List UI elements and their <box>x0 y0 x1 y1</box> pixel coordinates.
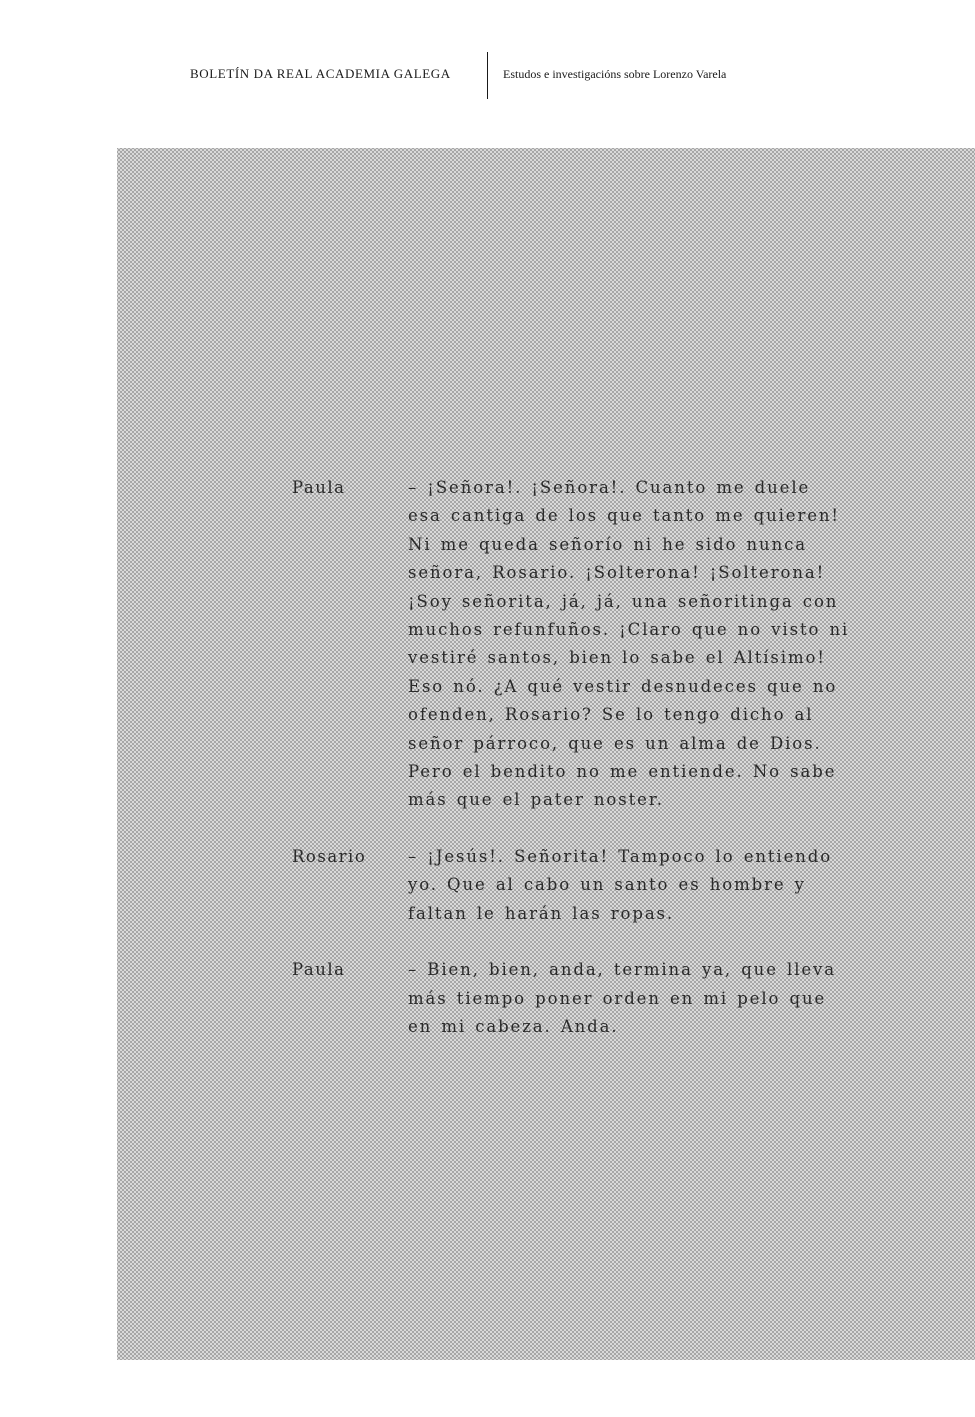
speech-line: ofenden, Rosario? Se lo tengo dicho al <box>408 705 814 725</box>
speech-line: en mi cabeza. Anda. <box>408 1016 619 1036</box>
speech-line: esa cantiga de los que tanto me quieren! <box>408 506 840 526</box>
speech-line: – ¡Jesús!. Señorita! Tampoco lo entiendo <box>408 846 833 866</box>
speech-text <box>408 474 852 815</box>
speech-line: – ¡Señora!. ¡Señora!. Cuanto me duele <box>408 478 811 497</box>
speaker-name: Paula <box>292 478 346 497</box>
speech-rosario-1 <box>292 843 852 928</box>
speech-line: vestiré santos, bien lo sabe el Altísimo! <box>408 648 826 668</box>
speech-line: – Bien, bien, anda, termina ya, que lleva <box>408 960 836 980</box>
speech-paula-1 <box>292 474 852 815</box>
header-divider <box>487 52 488 99</box>
speech-line: más tiempo poner orden en mi pelo que <box>408 988 827 1008</box>
speaker-name: Rosario <box>292 846 367 866</box>
speech-line: muchos refunfuños. ¡Claro que no visto ni <box>408 620 850 640</box>
section-title: Estudos e investigacións sobre Lorenzo Varela <box>503 67 727 81</box>
journal-title: BOLETÍN DA REAL ACADEMIA GALEGA <box>190 66 451 81</box>
running-header <box>0 52 975 100</box>
speech-paula-2 <box>292 956 852 1041</box>
speech-line: más que el pater noster. <box>408 790 664 810</box>
speech-line: yo. Que al cabo un santo es hombre y <box>408 875 806 895</box>
speaker-name: Paula <box>292 960 346 980</box>
dialogue-block <box>292 474 852 1069</box>
speech-text <box>408 956 852 1041</box>
speech-text <box>408 843 852 928</box>
speech-line: señora, Rosario. ¡Solterona! ¡Solterona! <box>408 563 826 583</box>
speech-line: Eso nó. ¿A qué vestir desnudeces que no <box>408 676 838 696</box>
speech-line: faltan le harán las ropas. <box>408 903 675 923</box>
speech-line: Pero el bendito no me entiende. No sabe <box>408 762 837 782</box>
speech-line: señor párroco, que es un alma de Dios. <box>408 733 822 753</box>
speech-line: Ni me queda señorío ni he sido nunca <box>408 534 807 554</box>
speech-line: ¡Soy señorita, já, já, una señoritinga con <box>408 591 839 611</box>
